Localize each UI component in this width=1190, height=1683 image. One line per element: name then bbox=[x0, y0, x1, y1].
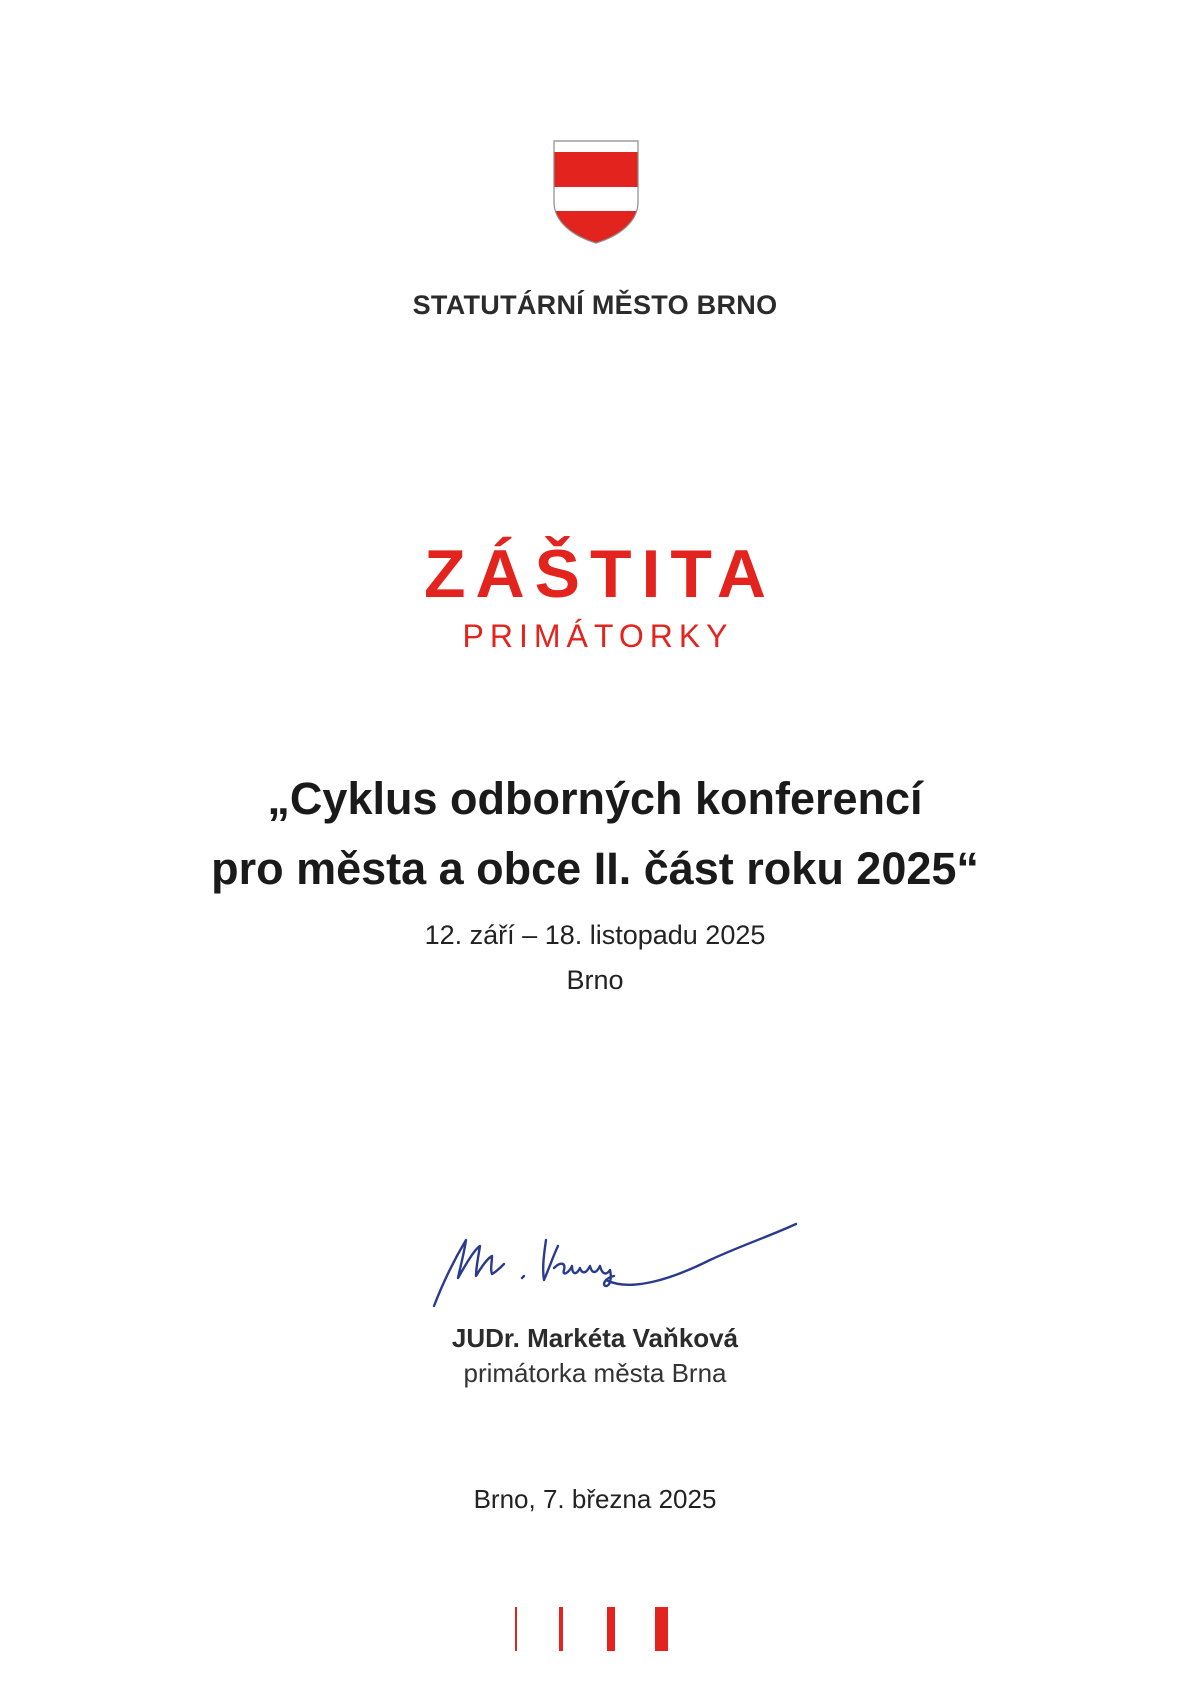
event-title bbox=[0, 764, 1190, 904]
footer-bars-icon bbox=[515, 1607, 675, 1651]
event-dates: 12. září – 18. listopadu 2025 bbox=[424, 920, 766, 950]
issue-place-date: Brno, 7. března 2025 bbox=[473, 1484, 717, 1514]
patronage-subtitle: PRIMÁTORKY bbox=[462, 618, 734, 654]
organization-name: STATUTÁRNÍ MĚSTO BRNO bbox=[412, 290, 778, 320]
event-place: Brno bbox=[566, 965, 624, 995]
signatory-role: primátorka města Brna bbox=[463, 1358, 727, 1388]
event-title-line-1: „Cyklus odborných konferencí bbox=[267, 773, 923, 824]
event-title-line-2: pro města a obce II. část roku 2025“ bbox=[211, 843, 979, 894]
brno-coat-of-arms-icon bbox=[553, 140, 639, 244]
handwritten-signature bbox=[430, 1220, 800, 1310]
signatory-name: JUDr. Markéta Vaňková bbox=[451, 1323, 739, 1353]
patronage-title: ZÁŠTITA bbox=[423, 536, 777, 612]
